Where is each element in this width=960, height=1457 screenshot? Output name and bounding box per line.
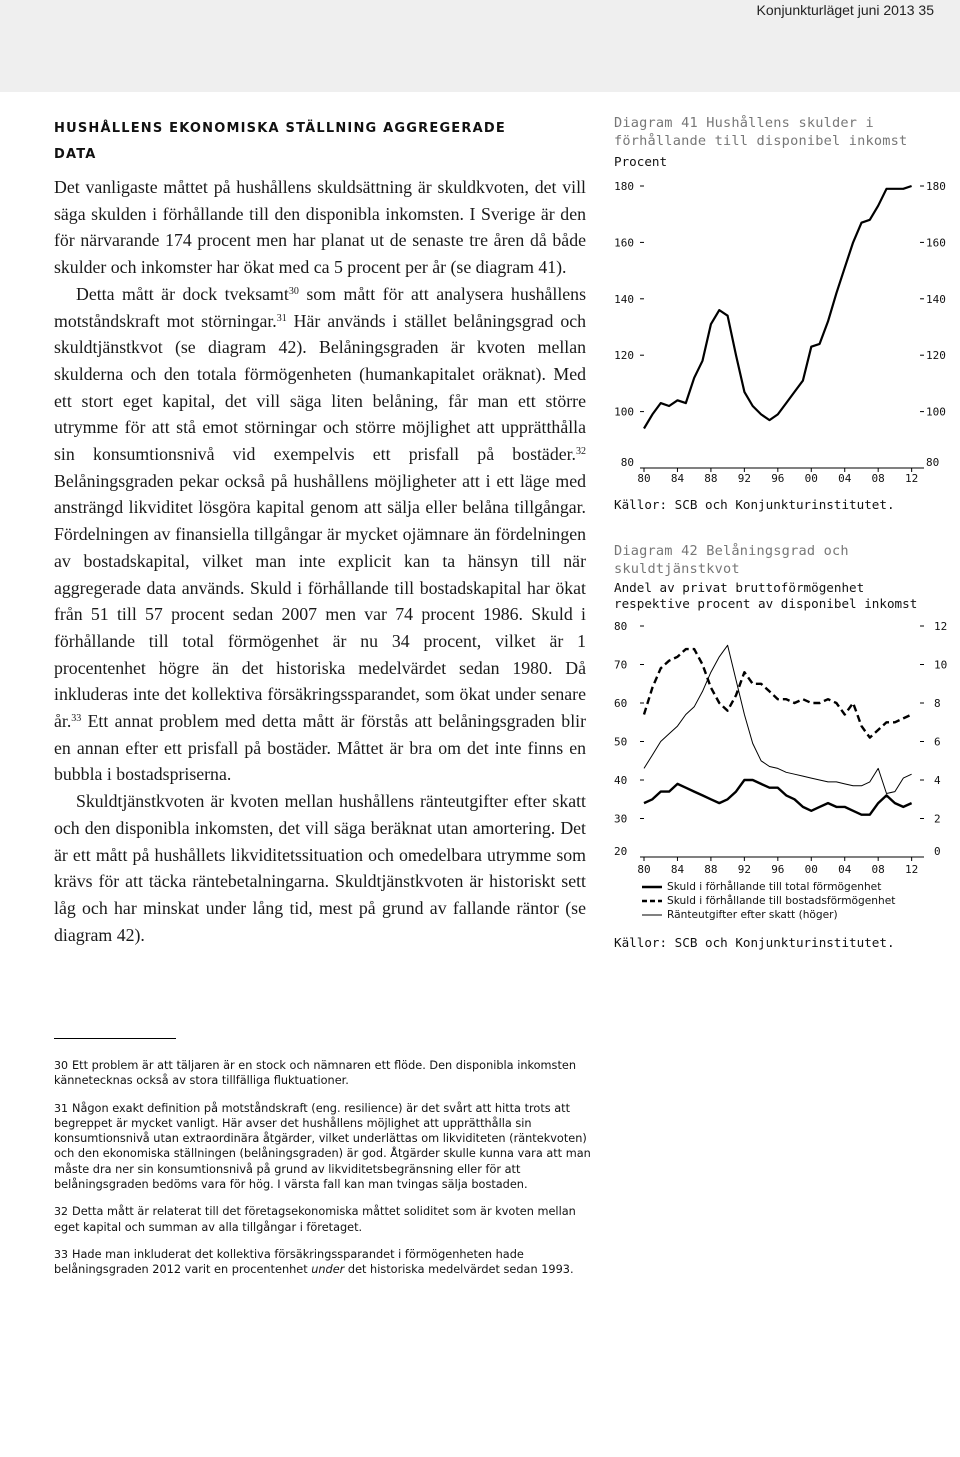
body-text <box>54 174 586 948</box>
y-tick-label-left: 160 <box>614 236 634 250</box>
x-tick-label: 08 <box>871 472 885 485</box>
footnote-text: Detta mått är relaterat till det företagsekonomiska måttet soliditet som är kvoten mellan eget kapital och summan av alla tillgångar i företaget. <box>54 1205 576 1234</box>
section-heading-line1: HUSHÅLLENS EKONOMISKA STÄLLNING AGGREGERADE <box>54 121 506 136</box>
x-tick-label: 80 <box>637 472 651 485</box>
y-tick-label-left: 30 <box>614 812 628 826</box>
y-tick-label-left: 70 <box>614 658 628 672</box>
legend-item-bostad <box>642 894 895 908</box>
running-head: Konjunkturläget juni 2013 35 <box>756 2 934 18</box>
footnote-ref-33[interactable]: 33 <box>71 713 82 725</box>
paragraph-2b: som mått för att analysera hushållens motståndskraft mot störningar. <box>54 283 586 331</box>
y-tick-label-left: 60 <box>614 697 628 710</box>
y-tick-label-right: 8 <box>934 697 941 710</box>
footnote-text-b: det historiska medelvärdet sedan 1993. <box>344 1263 574 1277</box>
footnote-number: 33 <box>54 1247 68 1261</box>
footnote-30 <box>54 1058 594 1089</box>
y-tick-label-right: 160 <box>926 236 946 250</box>
y-tick-label-right: 10 <box>934 658 948 672</box>
legend-label-total: Skuld i förhållande till total förmögenhet <box>667 881 882 893</box>
legend-swatch-thin <box>642 912 662 918</box>
y-tick-label-left: 140 <box>614 292 634 306</box>
y-tick-label-left: 20 <box>614 845 628 858</box>
x-tick-label: 00 <box>804 863 818 876</box>
x-tick-label: 92 <box>737 863 751 876</box>
x-tick-label: 80 <box>637 863 651 876</box>
x-tick-label: 08 <box>871 863 885 876</box>
legend-swatch-dashed <box>642 898 662 904</box>
x-tick-label: 96 <box>771 472 785 485</box>
paragraph-2a: Detta mått är dock tveksamt <box>76 283 289 304</box>
series-line-ranteutgifter <box>644 645 912 793</box>
diagram-42-legend <box>642 880 895 922</box>
footnote-number: 31 <box>54 1101 68 1115</box>
x-tick-label: 04 <box>838 863 852 876</box>
x-tick-label: 04 <box>838 472 852 485</box>
diagram-41-unit: Procent <box>614 154 668 169</box>
footnote-ref-31[interactable]: 31 <box>276 312 287 324</box>
x-tick-label: 12 <box>905 472 919 485</box>
y-tick-label-left: 40 <box>614 774 628 787</box>
y-tick-label-right: 120 <box>926 349 946 363</box>
legend-label-ranta: Ränteutgifter efter skatt (höger) <box>667 909 838 921</box>
diagram-41-chart <box>600 170 950 490</box>
footnote-33 <box>54 1247 594 1278</box>
footnote-text-a: Hade man inkluderat det kollektiva försäkringssparandet i förmögenheten hade belåningsgraden 2012 varit en procentenhet <box>54 1247 524 1277</box>
diagram-42-title: Diagram 42 Belåningsgrad och skuldtjänstkvot <box>614 543 849 577</box>
footnote-rule <box>54 1038 176 1039</box>
x-tick-label: 92 <box>737 472 751 485</box>
paragraph-1: Det vanligaste måttet på hushållens skuldsättning är skuldkvoten, det vill säga skulden i förhållande till den disponibla inkomsten. I Sverige är den för närvarande 174 procent men har planat ut de senaste tre åren då både skulder och inkomster har ökat med ca 5 procent per år (se diagram 41). <box>54 177 586 278</box>
series-line-skuldkvot <box>644 186 912 429</box>
y-tick-label-right: 100 <box>926 405 946 419</box>
section-heading <box>54 116 574 168</box>
paragraph-2 <box>54 281 586 788</box>
paragraph-2e: Ett annat problem med detta mått är förstås att belåningsgraden blir en annan efter ett prisfall på bostäder. Måttet är bra om det inte finns en bubbla i bostadspriserna. <box>54 711 586 785</box>
y-tick-label-right: 2 <box>934 812 941 826</box>
y-tick-label-left: 80 <box>614 620 628 633</box>
footnote-text: Ett problem är att täljaren är en stock och nämnaren ett flöde. Den disponibla inkomsten kännetecknas också av stora tillfälliga fluktuationer. <box>54 1059 576 1088</box>
x-tick-label: 88 <box>704 863 718 876</box>
y-tick-label-left: 100 <box>614 405 634 419</box>
x-tick-label: 96 <box>771 863 785 876</box>
y-tick-label-right: 140 <box>926 292 946 306</box>
diagram-42-source: Källor: SCB och Konjunkturinstitutet. <box>614 935 895 950</box>
y-tick-label-right: 80 <box>926 456 940 469</box>
x-tick-label: 00 <box>804 472 818 485</box>
footnote-text: Någon exakt definition på motståndskraft (eng. resilience) är det svårt att hitta trots att begreppet är mycket vanligt. Här avser det hushållens möjlighet att upprätthålla sin konsumtionsnivå utan extraordinära åtgärder, vilket underlättas om likviditeten (räntekvoten) och den ekonomiska ställningen (belåningsgraden) är god. Åtgärder skulle kunna vara att man måste dra ner sin konsumtionsnivå på grund av likviditetsbegränsning eller för att belåningsgraden bedöms vara för hög. I värsta fall kan man tvingas sälja bostaden. <box>54 1101 591 1192</box>
series-line-bostadsformogenhet <box>644 649 912 738</box>
y-tick-label-right: 180 <box>926 180 946 193</box>
y-tick-label-left: 180 <box>614 180 634 193</box>
y-tick-label-left: 80 <box>620 456 634 469</box>
footnote-31 <box>54 1101 594 1193</box>
footnote-ref-32[interactable]: 32 <box>576 446 586 458</box>
paragraph-2c: Här används i stället belåningsgrad och skuldtjänstkvot (se diagram 42). Belåningsgraden är kvoten mellan skulderna och den totala förmögenheten (humankapitalet oräknat). Med ett stort eget kapital, det vill säga liten belåning, får man ett större utrymme för att stå emot störningar och större möjlighet att upprätthålla sin konsumtionsnivå vid exempelvis ett prisfall på bostäder. <box>54 310 586 465</box>
legend-item-total <box>642 880 895 894</box>
y-tick-label-left: 50 <box>614 735 628 749</box>
legend-item-ranta <box>642 908 895 922</box>
legend-swatch-solid-thick <box>642 884 662 890</box>
footnote-32 <box>54 1204 594 1235</box>
paragraph-3: Skuldtjänstkvoten är kvoten mellan hushållens ränteutgifter efter skatt och den disponibla inkomsten, det vill säga beräknat utan amortering. Det är ett mått på hushållets likviditetssituation och omedelbara utrymme som krävs för att täcka räntebetalningarna. Skuldtjänstkvoten är historiskt sett låg och har minskat under lång tid, mest på grund av fallande räntor (se diagram 42). <box>54 791 586 945</box>
footnote-text-em: under <box>311 1263 345 1277</box>
y-tick-label-right: 6 <box>934 735 941 749</box>
x-tick-label: 12 <box>905 863 919 876</box>
diagram-42-subtitle: Andel av privat bruttoförmögenhet respektive procent av disponibel inkomst <box>614 580 918 611</box>
diagram-42-chart <box>600 612 950 880</box>
footnote-number: 30 <box>54 1059 68 1072</box>
x-tick-label: 88 <box>704 472 718 485</box>
y-tick-label-right: 4 <box>934 774 941 787</box>
y-tick-label-left: 120 <box>614 349 634 363</box>
footnote-ref-30[interactable]: 30 <box>288 285 299 297</box>
legend-label-bostad: Skuld i förhållande till bostadsförmögenhet <box>667 895 896 907</box>
series-line-total-formogenhet <box>644 780 912 815</box>
footnotes <box>54 1058 594 1290</box>
paragraph-2d: Belåningsgraden pekar också på hushållens möjligheter att i ett läge med ansträngd likviditet lösgöra kapital genom att sälja eller belåna tillgångar. Fördelningen av finansiella tillgångar är mycket ojämnare än fördelningen av bostadskapital, vilket man inte explicit kan ta hänsyn till när aggregerade data används. Skuld i förhållande till bostadskapital har ökat från 51 till 57 procent sedan 2007 men var 74 procent 1986. Skuld i förhållande till total förmögenhet är nu 34 procent, vilket är 1 procentenhet högre än det historiska medelvärdet sedan 1980. Då inkluderas inte det kollektiva försäkringssparandet, som ökat under senare år. <box>54 470 586 732</box>
x-tick-label: 84 <box>670 472 685 485</box>
footnote-number: 32 <box>54 1205 68 1219</box>
x-tick-label: 84 <box>670 863 685 876</box>
y-tick-label-right: 0 <box>934 845 941 858</box>
diagram-41-title: Diagram 41 Hushållens skulder i förhållande till disponibel inkomst <box>614 115 908 149</box>
section-heading-line2: DATA <box>54 147 97 162</box>
diagram-41-source: Källor: SCB och Konjunkturinstitutet. <box>614 497 895 512</box>
y-tick-label-right: 12 <box>934 620 948 633</box>
